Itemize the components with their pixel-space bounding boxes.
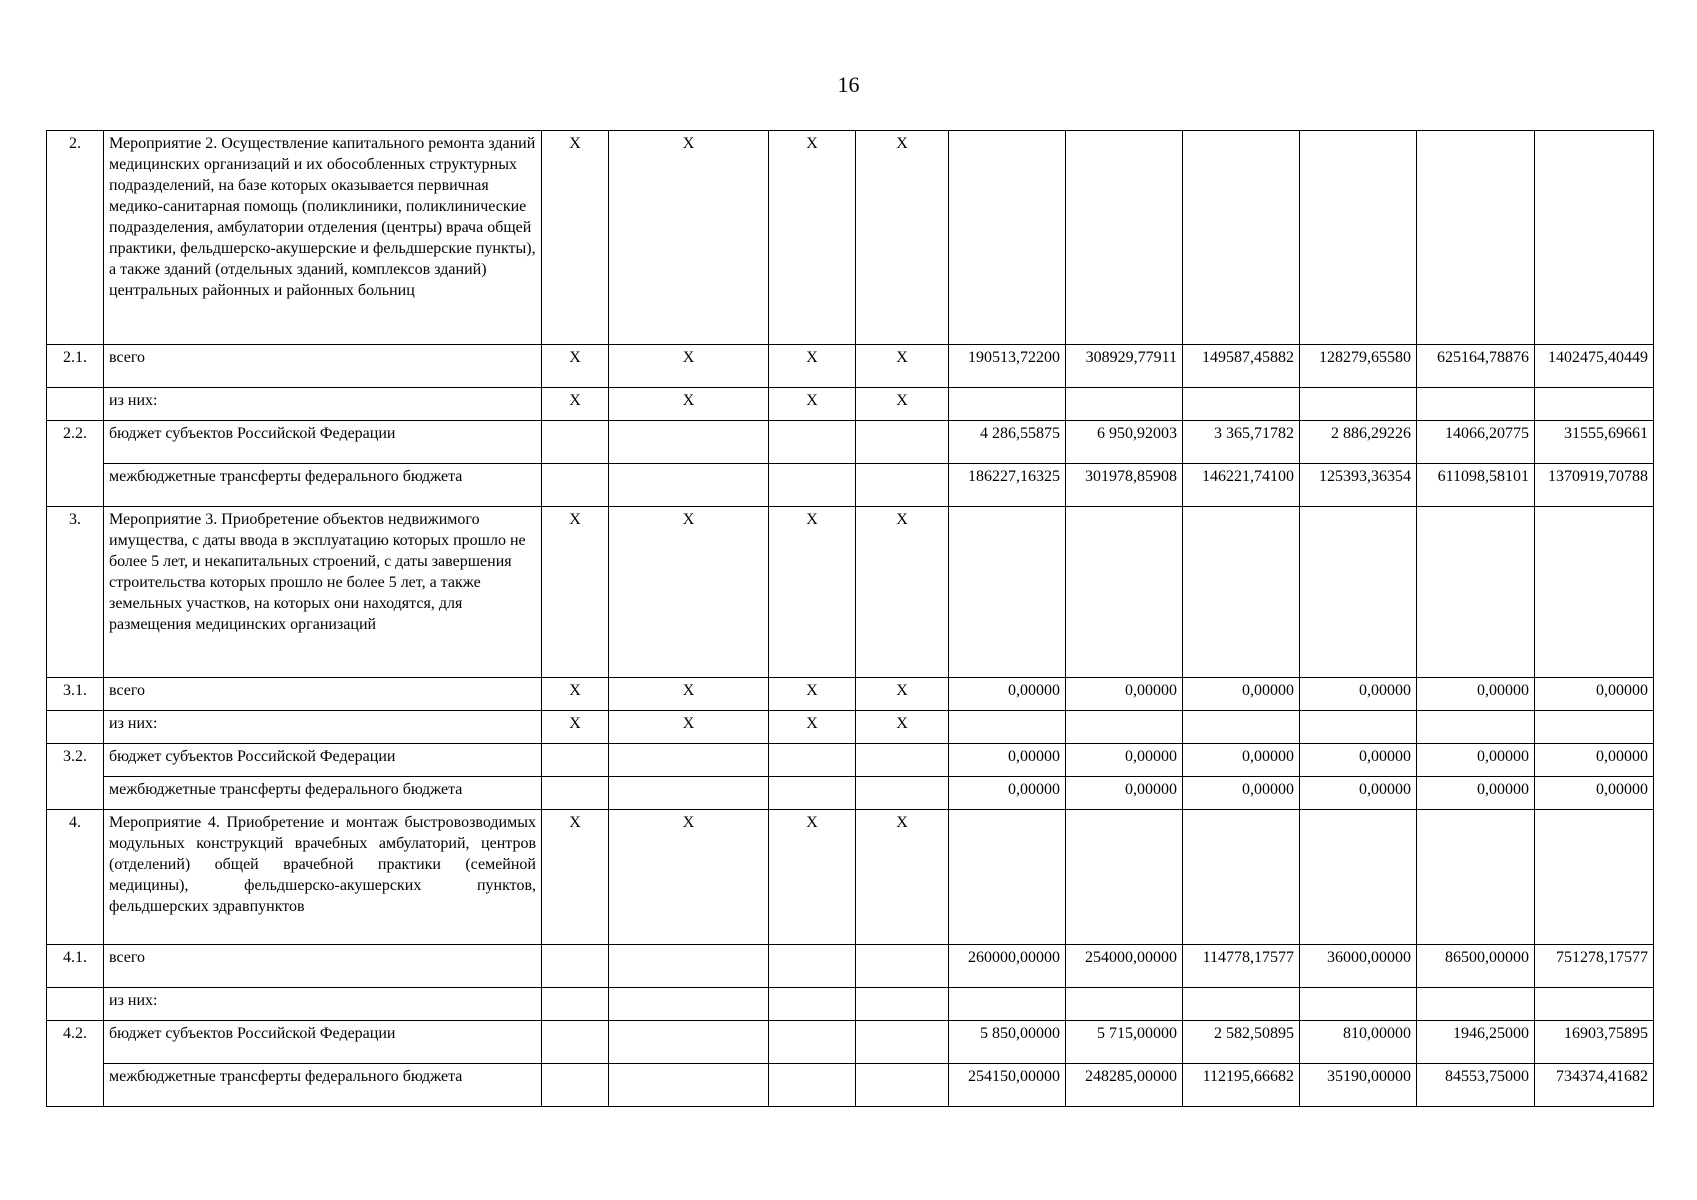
- value-cell: [1417, 131, 1535, 345]
- row-name: бюджет субъектов Российской Федерации: [104, 1021, 542, 1064]
- value-cell: [1066, 507, 1183, 678]
- mark-cell: X: [542, 507, 609, 678]
- table-row: [47, 777, 1654, 810]
- mark-cell: [769, 1064, 856, 1107]
- value-cell: 0,00000: [1535, 744, 1654, 777]
- value-cell: 260000,00000: [949, 945, 1066, 988]
- value-cell: 5 850,00000: [949, 1021, 1066, 1064]
- value-cell: [1300, 131, 1417, 345]
- budget-table: [46, 130, 1654, 1107]
- value-cell: 0,00000: [1183, 678, 1300, 711]
- mark-cell: [542, 1021, 609, 1064]
- value-cell: [1066, 711, 1183, 744]
- mark-cell: [609, 988, 769, 1021]
- value-cell: 6 950,92003: [1066, 421, 1183, 464]
- value-cell: 86500,00000: [1417, 945, 1535, 988]
- value-cell: 1946,25000: [1417, 1021, 1535, 1064]
- mark-cell: X: [609, 711, 769, 744]
- value-cell: 31555,69661: [1535, 421, 1654, 464]
- value-cell: 16903,75895: [1535, 1021, 1654, 1064]
- value-cell: 254000,00000: [1066, 945, 1183, 988]
- value-cell: 125393,36354: [1300, 464, 1417, 507]
- value-cell: 128279,65580: [1300, 345, 1417, 388]
- value-cell: 146221,74100: [1183, 464, 1300, 507]
- value-cell: [949, 388, 1066, 421]
- mark-cell: X: [769, 131, 856, 345]
- mark-cell: [769, 945, 856, 988]
- mark-cell: [769, 744, 856, 777]
- row-number: 2.: [47, 131, 104, 345]
- mark-cell: X: [609, 131, 769, 345]
- row-number: 2.1.: [47, 345, 104, 388]
- mark-cell: [609, 421, 769, 464]
- mark-cell: [542, 777, 609, 810]
- value-cell: 35190,00000: [1300, 1064, 1417, 1107]
- value-cell: 0,00000: [1066, 777, 1183, 810]
- mark-cell: [609, 744, 769, 777]
- mark-cell: [769, 421, 856, 464]
- mark-cell: [856, 945, 949, 988]
- mark-cell: X: [542, 678, 609, 711]
- value-cell: 248285,00000: [1066, 1064, 1183, 1107]
- value-cell: 5 715,00000: [1066, 1021, 1183, 1064]
- mark-cell: [542, 988, 609, 1021]
- table-row: [47, 744, 1654, 777]
- value-cell: 1402475,40449: [1535, 345, 1654, 388]
- value-cell: [1417, 988, 1535, 1021]
- value-cell: [1535, 507, 1654, 678]
- value-cell: 625164,78876: [1417, 345, 1535, 388]
- mark-cell: X: [856, 388, 949, 421]
- value-cell: [1300, 711, 1417, 744]
- value-cell: [1300, 507, 1417, 678]
- table-row: [47, 464, 1654, 507]
- table-row: [47, 810, 1654, 945]
- row-number: 4.: [47, 810, 104, 945]
- mark-cell: X: [542, 711, 609, 744]
- value-cell: 114778,17577: [1183, 945, 1300, 988]
- value-cell: 2 886,29226: [1300, 421, 1417, 464]
- value-cell: [949, 507, 1066, 678]
- mark-cell: X: [856, 711, 949, 744]
- value-cell: [949, 988, 1066, 1021]
- row-number: 3.: [47, 507, 104, 678]
- row-name: бюджет субъектов Российской Федерации: [104, 421, 542, 464]
- row-name: Мероприятие 4. Приобретение и монтаж быстровозводимых модульных конструкций врачебных амбулаторий, центров (отделений) общей врачебной практики (семейной медицины), фельдшерско-акушерских пунктов, фельдшерских здравпунктов: [104, 810, 542, 945]
- mark-cell: [856, 421, 949, 464]
- mark-cell: [769, 464, 856, 507]
- table-row: [47, 345, 1654, 388]
- mark-cell: [609, 777, 769, 810]
- value-cell: [949, 131, 1066, 345]
- mark-cell: [856, 1021, 949, 1064]
- value-cell: [1300, 988, 1417, 1021]
- row-name: Мероприятие 3. Приобретение объектов недвижимого имущества, с даты ввода в эксплуатацию которых прошло не более 5 лет, и некапитальных строений, с даты завершения строительства которых прошло не более 5 лет, а также земельных участков, на которых они находятся, для размещения медицинских организаций: [104, 507, 542, 678]
- mark-cell: X: [542, 388, 609, 421]
- mark-cell: [542, 945, 609, 988]
- mark-cell: X: [609, 678, 769, 711]
- mark-cell: X: [609, 345, 769, 388]
- value-cell: 3 365,71782: [1183, 421, 1300, 464]
- value-cell: 0,00000: [1535, 777, 1654, 810]
- value-cell: 0,00000: [1535, 678, 1654, 711]
- mark-cell: X: [769, 678, 856, 711]
- value-cell: 254150,00000: [949, 1064, 1066, 1107]
- value-cell: [1183, 711, 1300, 744]
- value-cell: 0,00000: [1300, 744, 1417, 777]
- value-cell: [1535, 711, 1654, 744]
- mark-cell: [609, 464, 769, 507]
- value-cell: [1183, 388, 1300, 421]
- value-cell: 308929,77911: [1066, 345, 1183, 388]
- row-number: 3.2.: [47, 744, 104, 810]
- value-cell: 84553,75000: [1417, 1064, 1535, 1107]
- value-cell: 0,00000: [1300, 777, 1417, 810]
- mark-cell: [542, 744, 609, 777]
- value-cell: 0,00000: [1066, 744, 1183, 777]
- value-cell: [1183, 810, 1300, 945]
- value-cell: 4 286,55875: [949, 421, 1066, 464]
- value-cell: [1066, 810, 1183, 945]
- mark-cell: [856, 744, 949, 777]
- mark-cell: X: [542, 131, 609, 345]
- value-cell: 112195,66682: [1183, 1064, 1300, 1107]
- mark-cell: [856, 988, 949, 1021]
- value-cell: 149587,45882: [1183, 345, 1300, 388]
- row-name: всего: [104, 678, 542, 711]
- value-cell: 301978,85908: [1066, 464, 1183, 507]
- value-cell: [1066, 131, 1183, 345]
- row-number: 2.2.: [47, 421, 104, 507]
- mark-cell: X: [609, 388, 769, 421]
- row-name: всего: [104, 945, 542, 988]
- row-name: всего: [104, 345, 542, 388]
- value-cell: 751278,17577: [1535, 945, 1654, 988]
- value-cell: 734374,41682: [1535, 1064, 1654, 1107]
- row-number: 3.1.: [47, 678, 104, 711]
- value-cell: [1066, 988, 1183, 1021]
- value-cell: 0,00000: [1183, 777, 1300, 810]
- mark-cell: [856, 1064, 949, 1107]
- page-number: 16: [837, 72, 860, 97]
- mark-cell: X: [856, 507, 949, 678]
- mark-cell: [609, 945, 769, 988]
- table-row: [47, 988, 1654, 1021]
- mark-cell: X: [769, 711, 856, 744]
- mark-cell: [609, 1064, 769, 1107]
- value-cell: [949, 711, 1066, 744]
- row-name: межбюджетные трансферты федерального бюджета: [104, 464, 542, 507]
- value-cell: 0,00000: [1417, 777, 1535, 810]
- row-name: бюджет субъектов Российской Федерации: [104, 744, 542, 777]
- value-cell: [1417, 388, 1535, 421]
- value-cell: 0,00000: [949, 678, 1066, 711]
- value-cell: [1183, 507, 1300, 678]
- row-number: 4.2.: [47, 1021, 104, 1107]
- table-row: [47, 678, 1654, 711]
- value-cell: 186227,16325: [949, 464, 1066, 507]
- value-cell: [1417, 711, 1535, 744]
- row-name: межбюджетные трансферты федерального бюджета: [104, 777, 542, 810]
- mark-cell: [856, 464, 949, 507]
- mark-cell: X: [769, 345, 856, 388]
- mark-cell: [856, 777, 949, 810]
- mark-cell: [542, 1064, 609, 1107]
- mark-cell: [609, 1021, 769, 1064]
- value-cell: [1535, 988, 1654, 1021]
- table-row: [47, 711, 1654, 744]
- row-number: [47, 988, 104, 1021]
- table-row: [47, 1064, 1654, 1107]
- mark-cell: [769, 777, 856, 810]
- row-number: [47, 711, 104, 744]
- row-name: Мероприятие 2. Осуществление капитального ремонта зданий медицинских организаций и их обособленных структурных подразделений, на базе которых оказывается первичная медико-санитарная помощь (поликлиники, поликлинические подразделения, амбулатории отделения (центры) врача общей практики, фельдшерско-акушерские и фельдшерские пункты), а также зданий (отдельных зданий, комплексов зданий) центральных районных и районных больниц: [104, 131, 542, 345]
- value-cell: 0,00000: [1300, 678, 1417, 711]
- value-cell: [1300, 388, 1417, 421]
- value-cell: [1183, 131, 1300, 345]
- mark-cell: X: [609, 507, 769, 678]
- row-number: 4.1.: [47, 945, 104, 988]
- value-cell: 0,00000: [1183, 744, 1300, 777]
- mark-cell: X: [856, 131, 949, 345]
- value-cell: [949, 810, 1066, 945]
- value-cell: [1066, 388, 1183, 421]
- table-row: [47, 945, 1654, 988]
- mark-cell: X: [609, 810, 769, 945]
- value-cell: 0,00000: [1417, 678, 1535, 711]
- value-cell: 1370919,70788: [1535, 464, 1654, 507]
- mark-cell: X: [542, 345, 609, 388]
- table-row: [47, 507, 1654, 678]
- mark-cell: [542, 421, 609, 464]
- mark-cell: X: [856, 345, 949, 388]
- row-name: из них:: [104, 388, 542, 421]
- value-cell: [1535, 131, 1654, 345]
- value-cell: 190513,72200: [949, 345, 1066, 388]
- row-number: [47, 388, 104, 421]
- mark-cell: [769, 1021, 856, 1064]
- value-cell: 0,00000: [949, 777, 1066, 810]
- mark-cell: X: [769, 507, 856, 678]
- value-cell: 36000,00000: [1300, 945, 1417, 988]
- mark-cell: [542, 464, 609, 507]
- table-row: [47, 388, 1654, 421]
- value-cell: [1535, 810, 1654, 945]
- value-cell: [1417, 810, 1535, 945]
- mark-cell: X: [856, 678, 949, 711]
- value-cell: 0,00000: [1417, 744, 1535, 777]
- mark-cell: X: [769, 388, 856, 421]
- value-cell: 0,00000: [1066, 678, 1183, 711]
- value-cell: 611098,58101: [1417, 464, 1535, 507]
- value-cell: 2 582,50895: [1183, 1021, 1300, 1064]
- table-row: [47, 421, 1654, 464]
- mark-cell: X: [856, 810, 949, 945]
- table-row: [47, 1021, 1654, 1064]
- mark-cell: X: [769, 810, 856, 945]
- mark-cell: [769, 988, 856, 1021]
- value-cell: [1300, 810, 1417, 945]
- value-cell: [1417, 507, 1535, 678]
- row-name: межбюджетные трансферты федерального бюджета: [104, 1064, 542, 1107]
- value-cell: 14066,20775: [1417, 421, 1535, 464]
- table-row: [47, 131, 1654, 345]
- row-name: из них:: [104, 711, 542, 744]
- row-name: из них:: [104, 988, 542, 1021]
- value-cell: 810,00000: [1300, 1021, 1417, 1064]
- mark-cell: X: [542, 810, 609, 945]
- value-cell: 0,00000: [949, 744, 1066, 777]
- value-cell: [1183, 988, 1300, 1021]
- value-cell: [1535, 388, 1654, 421]
